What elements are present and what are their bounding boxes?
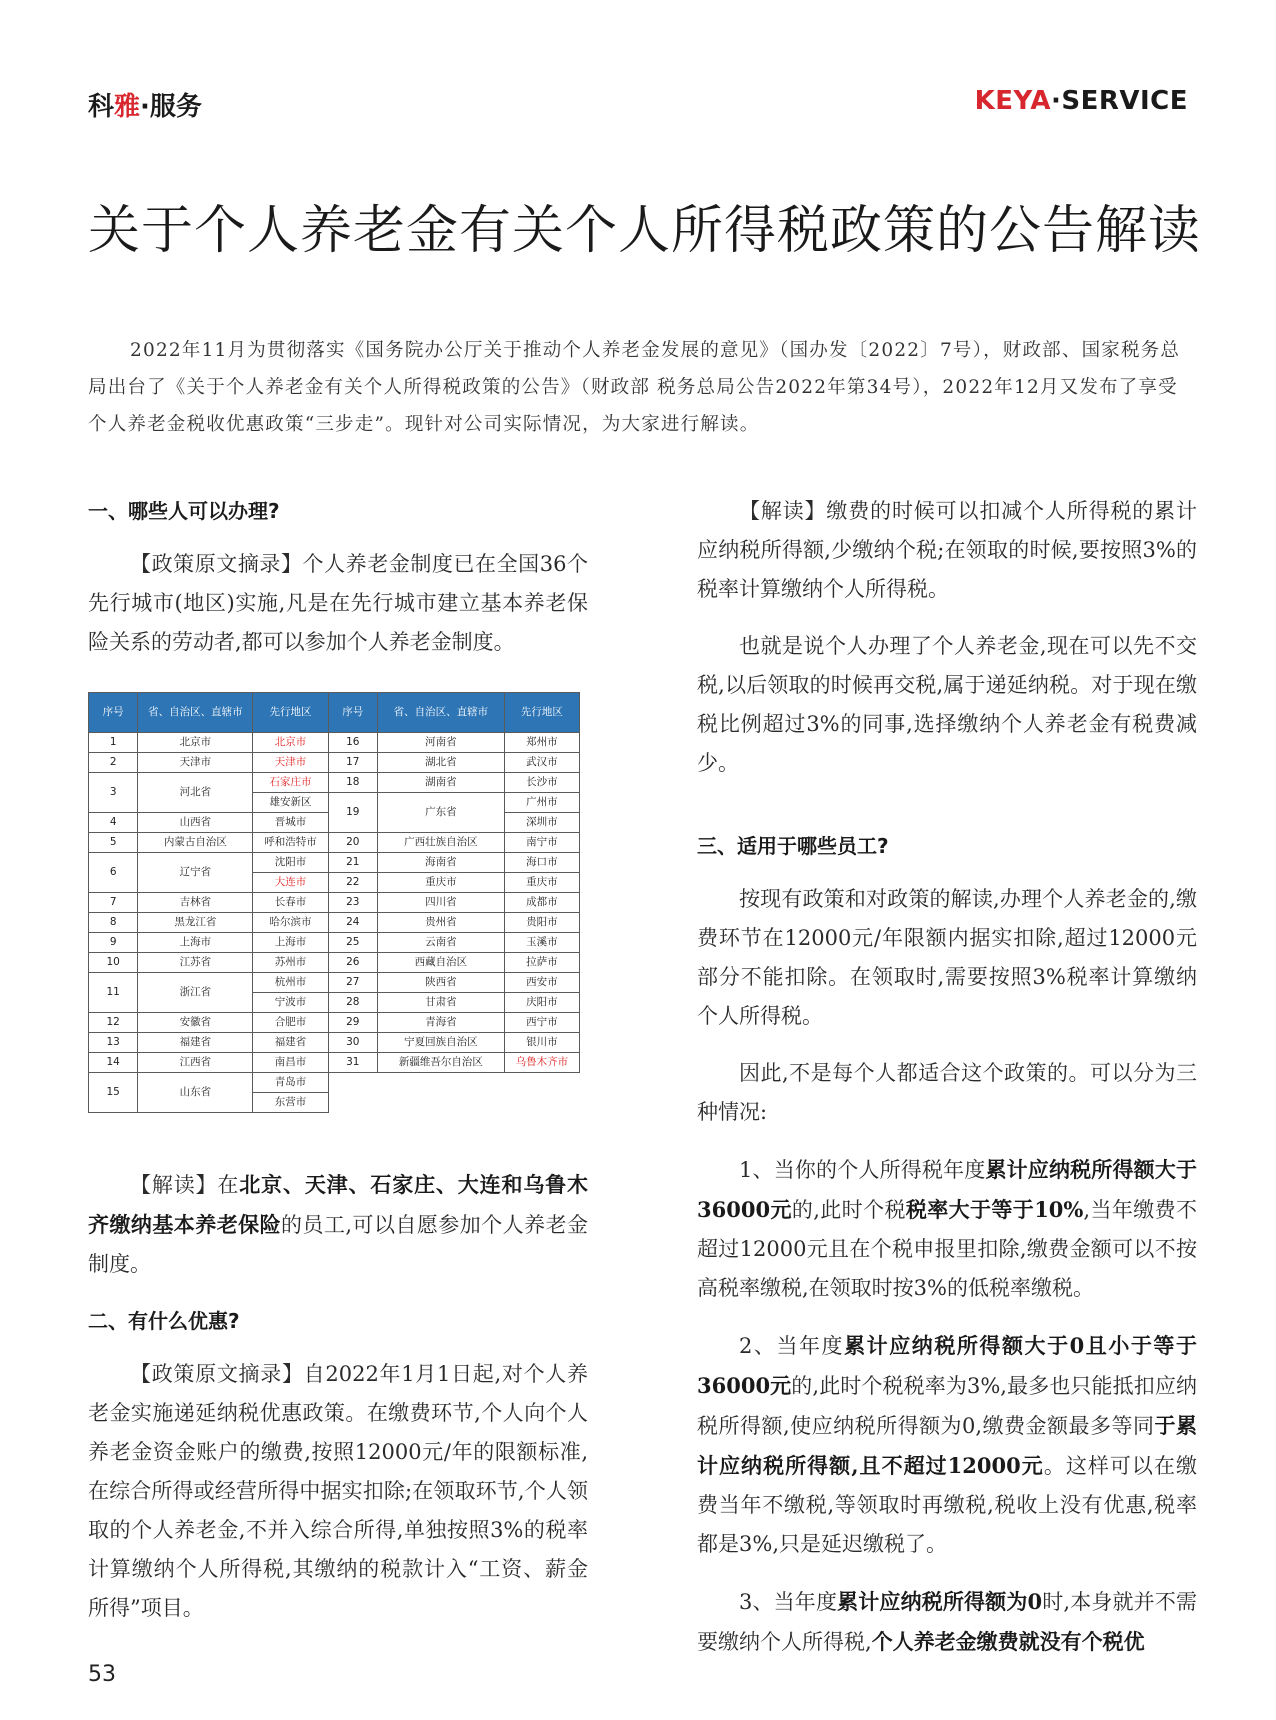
table-row: 东营市 <box>89 1093 580 1113</box>
paragraph: 【政策原文摘录】自2022年1月1日起,对个人养老金实施递延纳税优惠政策。在缴费环节,个人向个人养老金资金账户的缴费,按照12000元/年的限额标准,在综合所得或经营所得中据实扣除;在领取环节,个人领取的个人养老金,不并入综合所得,单独按照3%的税率计算缴纳个人所得税,其缴纳的税款计入“工资、薪金所得”项目。 <box>88 1362 589 1620</box>
section-heading-2: 二、有什么优惠? <box>88 1309 240 1333</box>
brand-right: KEYA·SERVICE <box>974 86 1188 116</box>
table-row: 5 内蒙古自治区 呼和浩特市 20 广西壮族自治区 南宁市 <box>89 833 580 853</box>
paragraph: 按现有政策和对政策的解读,办理个人养老金的,缴费环节在12000元/年限额内据实扣除,超过12000元部分不能扣除。在领取时,需要按照3%税率计算缴纳个人所得税。 <box>697 887 1197 1028</box>
table-row: 雄安新区 19 广东省 广州市 <box>89 793 580 813</box>
page-title: 关于个人养老金有关个人所得税政策的公告解读 <box>88 201 1202 261</box>
brand-left: 科雅·服务 <box>88 92 202 122</box>
paragraph: 也就是说个人办理了个人养老金,现在可以先不交税,以后领取的时候再交税,属于递延纳税。对于现在缴税比例超过3%的同事,选择缴纳个人养老金有税费减少。 <box>697 634 1197 775</box>
left-column <box>88 492 588 1646</box>
table-header-row: 序号 省、自治区、直辖市 先行地区 序号 省、自治区、直辖市 先行地区 <box>89 693 580 733</box>
paragraph: 2、当年度累计应纳税所得额大于0且小于等于36000元的,此时个税税率为3%,最多也只能抵扣应纳税所得额,使应纳税所得额为0,缴费金额最多等同于累计应纳税所得额,且不超过12000元。这样可以在缴费当年不缴税,等领取时再缴税,税收上没有优惠,税率都是3%,只是延迟缴税了。 <box>697 1333 1198 1556</box>
table-row: 2 天津市 天津市 17 湖北省 武汉市 <box>89 753 580 773</box>
section-heading-1: 一、哪些人可以办理? <box>88 499 280 523</box>
table-row: 宁波市 28 甘肃省 庆阳市 <box>89 993 580 1013</box>
table-row: 13 福建省 福建省 30 宁夏回族自治区 银川市 <box>89 1033 580 1053</box>
paragraph: 3、当年度累计应纳税所得额为0时,本身就并不需要缴纳个人所得税,个人养老金缴费就没有个税优 <box>697 1589 1197 1654</box>
right-column <box>697 492 1197 1680</box>
paragraph: 【解读】在北京、天津、石家庄、大连和乌鲁木齐缴纳基本养老保险的员工,可以自愿参加个人养老金制度。 <box>88 1172 589 1276</box>
table-row: 11 浙江省 杭州市 27 陕西省 西安市 <box>89 973 580 993</box>
table-row: 4 山西省 晋城市 深圳市 <box>89 813 580 833</box>
table-row: 8 黑龙江省 哈尔滨市 24 贵州省 贵阳市 <box>89 913 580 933</box>
paragraph: 【政策原文摘录】个人养老金制度已在全国36个先行城市(地区)实施,凡是在先行城市建立基本养老保险关系的劳动者,都可以参加个人养老金制度。 <box>88 552 588 654</box>
table-row: 7 吉林省 长春市 23 四川省 成都市 <box>89 893 580 913</box>
table-row: 12 安徽省 合肥市 29 青海省 西宁市 <box>89 1013 580 1033</box>
table-row: 15 山东省 青岛市 <box>89 1073 580 1093</box>
table-row: 1 北京市 北京市 16 河南省 郑州市 <box>89 733 580 753</box>
table-row: 9 上海市 上海市 25 云南省 玉溪市 <box>89 933 580 953</box>
intro-paragraph: 2022年11月为贯彻落实《国务院办公厅关于推动个人养老金发展的意见》（国办发〔2022〕7号），财政部、国家税务总局出台了《关于个人养老金有关个人所得税政策的公告》（财政部 税务总局公告2022年第34号），2022年12月又发布了享受个人养老金税收优惠政策“三步走”。现针对公司实际情况，为大家进行解读。 <box>88 340 1181 435</box>
table-row: 大连市 22 重庆市 重庆市 <box>89 873 580 893</box>
paragraph: 【解读】缴费的时候可以扣减个人所得税的累计应纳税所得额,少缴纳个税;在领取的时候,要按照3%的税率计算缴纳个人所得税。 <box>697 499 1198 601</box>
paragraph: 因此,不是每个人都适合这个政策的。可以分为三种情况: <box>697 1061 1197 1124</box>
pilot-cities-table <box>88 692 580 1113</box>
table-row: 10 江苏省 苏州市 26 西藏自治区 拉萨市 <box>89 953 580 973</box>
table-row: 3 河北省 石家庄市 18 湖南省 长沙市 <box>89 773 580 793</box>
page-number: 53 <box>88 1662 116 1687</box>
table-row: 14 江西省 南昌市 31 新疆维吾尔自治区 乌鲁木齐市 <box>89 1053 580 1073</box>
paragraph: 1、当你的个人所得税年度累计应纳税所得额大于36000元的,此时个税税率大于等于10%,当年缴费不超过12000元且在个税申报里扣除,缴费金额可以不按高税率缴税,在领取时按3%的低税率缴税。 <box>697 1157 1197 1300</box>
table-row: 6 辽宁省 沈阳市 21 海南省 海口市 <box>89 853 580 873</box>
section-heading-3: 三、适用于哪些员工? <box>697 834 889 858</box>
